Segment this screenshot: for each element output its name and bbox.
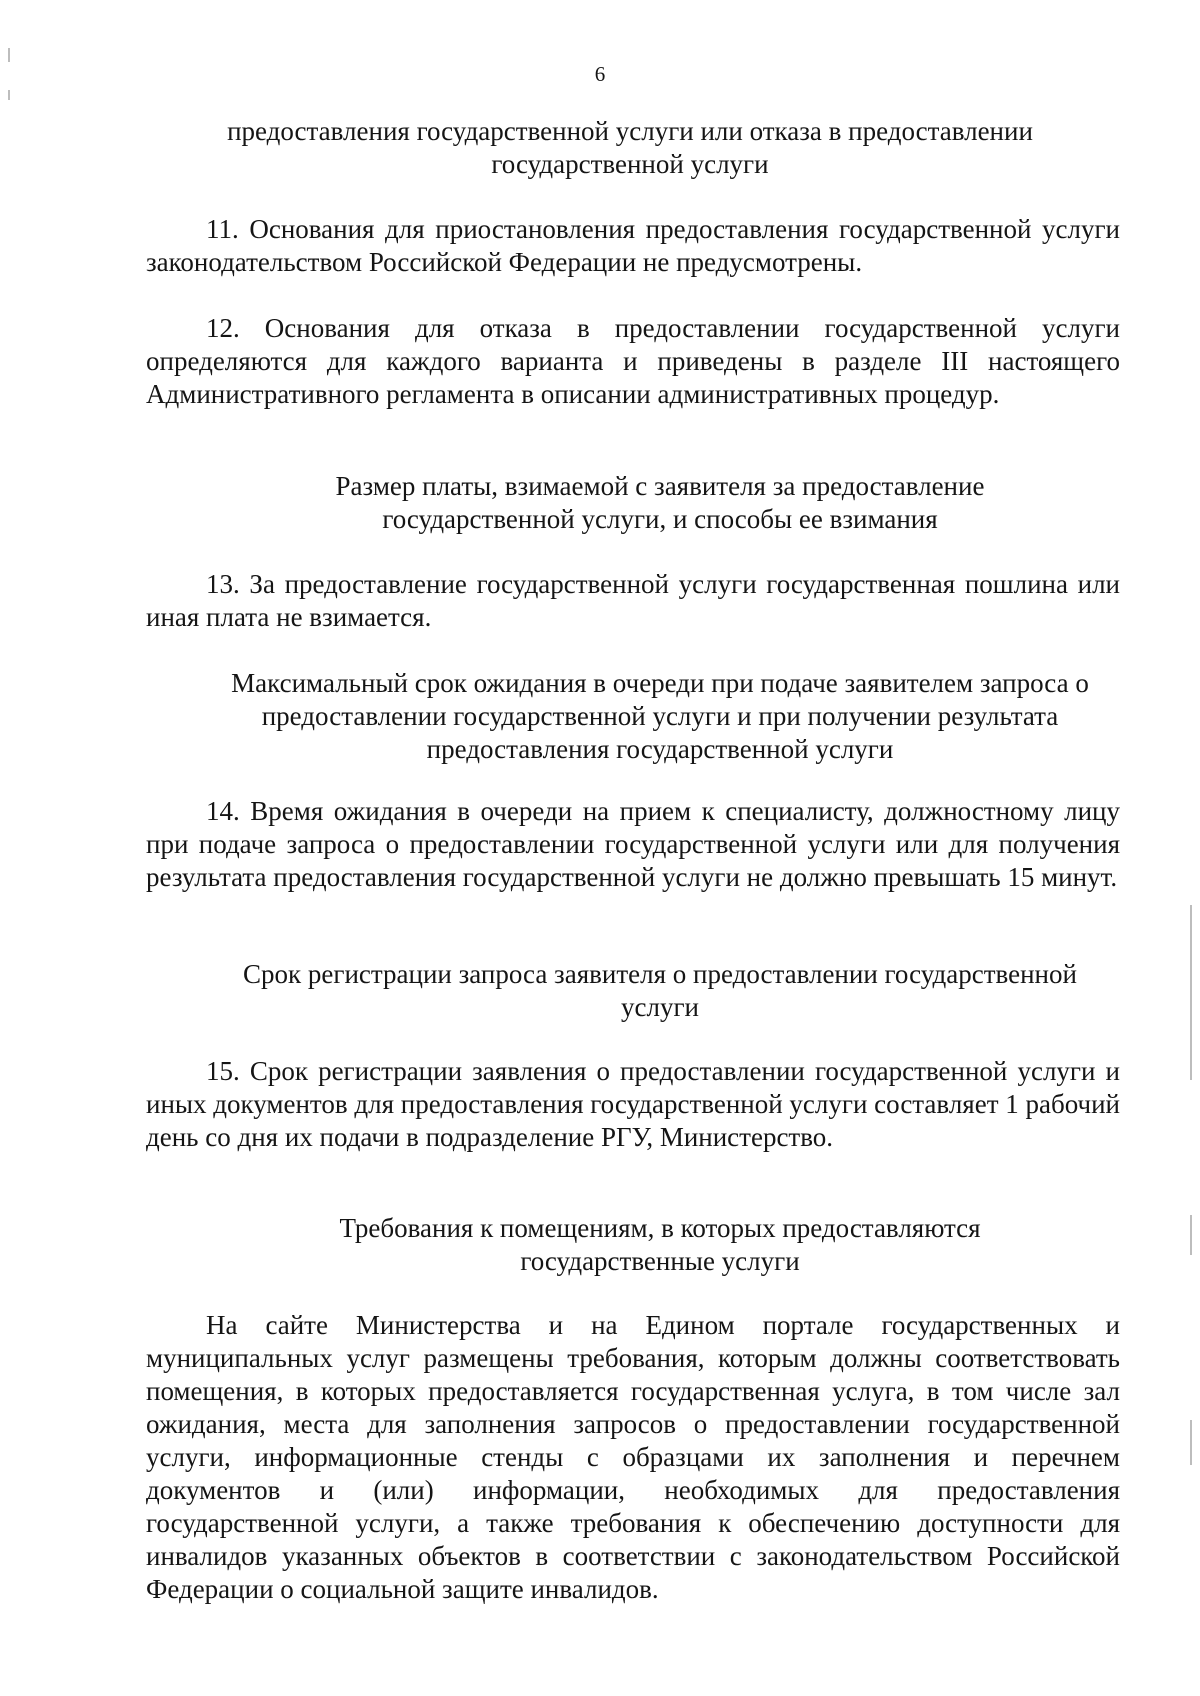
section-heading-queue: Максимальный срок ожидания в очереди при подаче заявителем запроса о предоставлении государственной услуги и при получении результата предоставления государственной услуги (231, 668, 1089, 764)
section-heading: предоставления государственной услуги или отказа в предоставлении государственной услуги (227, 116, 1033, 179)
scan-edge-mark (8, 90, 10, 100)
scan-edge-mark (1190, 905, 1192, 1080)
scan-edge-mark (8, 48, 10, 62)
section-heading-premises: Требования к помещениям, в которых предоставляются государственные услуги (339, 1213, 981, 1276)
paragraph-13: 13. За предоставление государственной услуги государственная пошлина или иная плата не взимается. (146, 569, 1120, 632)
section-heading-fee: Размер платы, взимаемой с заявителя за предоставление государственной услуги, и способы ее взимания (335, 471, 985, 534)
scan-edge-mark (1190, 1215, 1192, 1255)
paragraph-12: 12. Основания для отказа в предоставлении государственной услуги определяются для каждого варианта и приведены в разделе III настоящего Административного регламента в описании административных процедур. (146, 313, 1120, 409)
paragraph-14: 14. Время ожидания в очереди на прием к специалисту, должностному лицу при подаче запроса о предоставлении государственной услуги или для получения результата предоставления государственной услуги не должно превышать 15 минут. (146, 796, 1120, 892)
section-heading-registration: Срок регистрации запроса заявителя о предоставлении государственной услуги (243, 959, 1077, 1022)
page-number: 6 (594, 62, 606, 86)
paragraph-15: 15. Срок регистрации заявления о предоставлении государственной услуги и иных документов для предоставления государственной услуги составляет 1 рабочий день со дня их подачи в подразделение РГУ, Министерство. (146, 1056, 1120, 1152)
paragraph-11: 11. Основания для приостановления предоставления государственной услуги законодательством Российской Федерации не предусмотрены. (146, 214, 1120, 277)
paragraph-premises: На сайте Министерства и на Едином портале государственных и муниципальных услуг размещены требования, которым должны соответствовать помещения, в которых предоставляется государственная услуга, в том числе зал ожидания, места для заполнения запросов о предоставлении государственной услуги, информационные стенды с образцами их заполнения и перечнем документов и (или) информации, необходимых для предоставления государственной услуги, а также требования к обеспечению доступности для инвалидов указанных объектов в соответствии с законодательством Российской Федерации о социальной защите инвалидов. (146, 1310, 1120, 1604)
scan-edge-mark (1190, 1420, 1192, 1465)
